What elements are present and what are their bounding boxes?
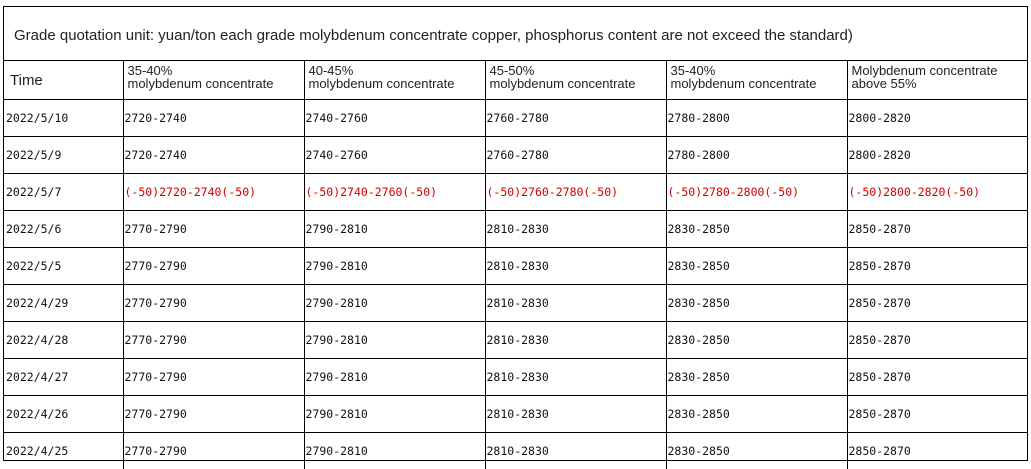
table-row: [4, 396, 1027, 433]
price-cell: 2790-2810: [304, 322, 485, 359]
price-cell: 2720-2740: [123, 137, 304, 174]
price-cell: (-50)2720-2740(-50): [123, 174, 304, 211]
price-cell: 2810-2830: [485, 248, 666, 285]
price-cell: 2850-2870: [847, 322, 1027, 359]
price-cell: 2760-2780: [485, 100, 666, 137]
table-row: [4, 359, 1027, 396]
price-cell: 2790-2810: [304, 285, 485, 322]
price-cell: 2810-2830: [485, 211, 666, 248]
price-cell: 2740-2760: [304, 137, 485, 174]
date-cell: 2022/4/29: [4, 285, 123, 322]
price-cell: 2830-2850: [666, 396, 847, 433]
date-cell: 2022/4/26: [4, 396, 123, 433]
price-cell: 2810-2830: [485, 285, 666, 322]
table-caption: Grade quotation unit: yuan/ton each grade molybdenum concentrate copper, phosphorus content are not exceed the standard): [4, 7, 1027, 61]
price-cell: 2790-2810: [304, 248, 485, 285]
date-cell: 2022/5/6: [4, 211, 123, 248]
price-cell: 2770-2790: [123, 433, 304, 469]
price-cell: (-50)2800-2820(-50): [847, 174, 1027, 211]
date-cell: 2022/4/25: [4, 433, 123, 469]
price-cell: 2830-2850: [666, 322, 847, 359]
date-cell: 2022/4/28: [4, 322, 123, 359]
date-cell: 2022/5/9: [4, 137, 123, 174]
price-cell: 2830-2850: [666, 248, 847, 285]
price-cell: 2780-2800: [666, 100, 847, 137]
price-cell: 2790-2810: [304, 433, 485, 469]
table-row: [4, 100, 1027, 137]
date-cell: 2022/5/10: [4, 100, 123, 137]
table-row: [4, 174, 1027, 211]
table-row: [4, 248, 1027, 285]
price-table-frame: [3, 6, 1028, 461]
price-cell: 2740-2760: [304, 100, 485, 137]
price-cell: 2850-2870: [847, 248, 1027, 285]
price-cell: 2810-2830: [485, 396, 666, 433]
price-cell: 2810-2830: [485, 433, 666, 469]
price-cell: 2790-2810: [304, 211, 485, 248]
header-grade-35-40-second: 35-40% molybdenum concentrate: [666, 61, 847, 100]
price-table: [4, 61, 1027, 469]
table-row: [4, 322, 1027, 359]
price-cell: 2830-2850: [666, 211, 847, 248]
price-cell: (-50)2740-2760(-50): [304, 174, 485, 211]
price-cell: 2770-2790: [123, 322, 304, 359]
price-cell: 2810-2830: [485, 322, 666, 359]
price-cell: 2830-2850: [666, 359, 847, 396]
price-cell: 2800-2820: [847, 100, 1027, 137]
table-row: [4, 285, 1027, 322]
price-cell: (-50)2760-2780(-50): [485, 174, 666, 211]
header-grade-above-55: Molybdenum concentrate above 55%: [847, 61, 1027, 100]
price-cell: 2770-2790: [123, 285, 304, 322]
price-cell: 2790-2810: [304, 396, 485, 433]
date-cell: 2022/4/27: [4, 359, 123, 396]
price-cell: 2720-2740: [123, 100, 304, 137]
price-cell: 2850-2870: [847, 396, 1027, 433]
table-row: [4, 211, 1027, 248]
price-cell: 2770-2790: [123, 211, 304, 248]
price-cell: 2830-2850: [666, 285, 847, 322]
date-cell: 2022/5/5: [4, 248, 123, 285]
price-cell: 2760-2780: [485, 137, 666, 174]
header-grade-45-50: 45-50% molybdenum concentrate: [485, 61, 666, 100]
price-cell: 2850-2870: [847, 359, 1027, 396]
header-time: Time: [4, 61, 123, 100]
header-row: [4, 61, 1027, 100]
date-cell: 2022/5/7: [4, 174, 123, 211]
price-cell: 2770-2790: [123, 396, 304, 433]
price-cell: 2810-2830: [485, 359, 666, 396]
price-cell: 2850-2870: [847, 211, 1027, 248]
price-cell: 2800-2820: [847, 137, 1027, 174]
price-cell: 2780-2800: [666, 137, 847, 174]
price-cell: 2790-2810: [304, 359, 485, 396]
price-cell: 2770-2790: [123, 359, 304, 396]
price-cell: 2830-2850: [666, 433, 847, 469]
header-grade-40-45: 40-45% molybdenum concentrate: [304, 61, 485, 100]
price-cell: (-50)2780-2800(-50): [666, 174, 847, 211]
price-cell: 2850-2870: [847, 433, 1027, 469]
table-row: [4, 137, 1027, 174]
price-cell: 2850-2870: [847, 285, 1027, 322]
header-grade-35-40: 35-40% molybdenum concentrate: [123, 61, 304, 100]
price-cell: 2770-2790: [123, 248, 304, 285]
